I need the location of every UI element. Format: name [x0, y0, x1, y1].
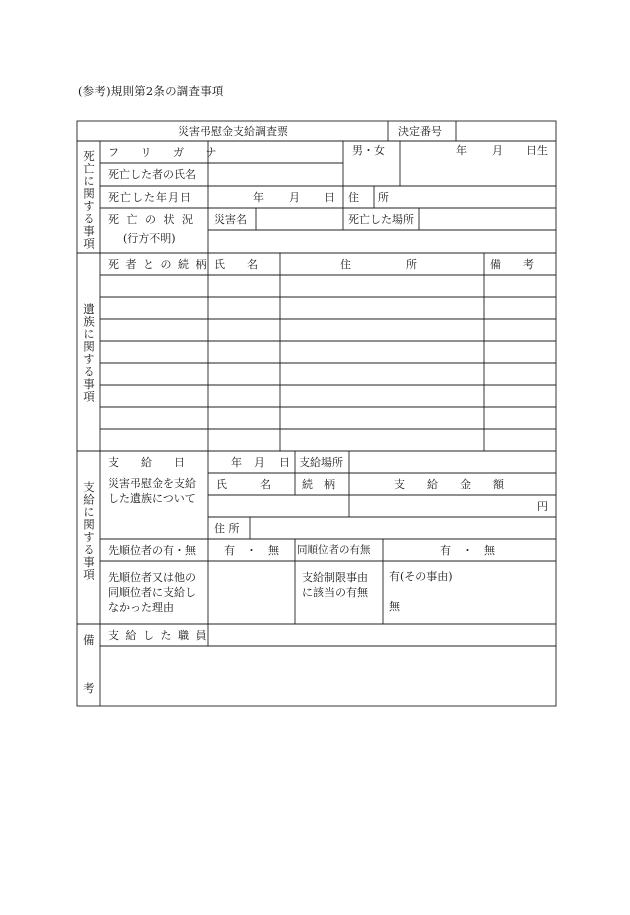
- staff-field[interactable]: [209, 625, 555, 645]
- death-place-field[interactable]: [420, 209, 555, 229]
- death-year-unit: 年: [253, 191, 264, 204]
- death-place-label: 死亡した場所: [348, 213, 414, 226]
- recipient-label: 災害弔慰金を支給した遺族について: [108, 477, 196, 505]
- payment-place-label: 支給場所: [299, 456, 343, 469]
- death-address-field[interactable]: [401, 187, 555, 207]
- amount-field[interactable]: [350, 496, 555, 516]
- same-rank-choice[interactable]: 有 ・ 無: [440, 544, 495, 557]
- birth-day-unit: 日生: [526, 144, 548, 157]
- same-rank-label: 同順位者の有無: [297, 544, 371, 556]
- yen-unit: 円: [537, 500, 548, 513]
- pay-year-unit: 年: [231, 456, 242, 469]
- non-payment-reason-label: 先順位者又は他の同順位者に支給しなかった理由: [108, 571, 196, 614]
- form-title: 災害弔慰金支給調査票: [178, 125, 288, 138]
- decision-number-field[interactable]: [457, 122, 555, 140]
- family-header-relation: 死 者 と の 続 柄: [108, 258, 208, 271]
- recipient-address-label: 住 所: [214, 522, 240, 535]
- recipient-relation-label: 続 柄: [302, 478, 335, 491]
- payment-section-label: 支給に関する事項: [82, 481, 96, 581]
- birth-year-unit: 年: [456, 144, 467, 157]
- recipient-address-field[interactable]: [251, 518, 555, 538]
- death-day-unit: 日: [324, 191, 335, 204]
- family-header-remarks: 備 考: [490, 258, 534, 271]
- recipient-name-label: 氏 名: [216, 478, 271, 491]
- restriction-no[interactable]: 無: [389, 600, 400, 613]
- death-circumstance-label: 死 亡 の 状 況: [108, 213, 195, 226]
- family-header-name: 氏 名: [214, 258, 258, 271]
- prior-recipient-label: 先順位者の有・無: [108, 544, 196, 557]
- non-payment-reason-field[interactable]: [209, 562, 294, 623]
- page-heading: (参考)規則第2条の調査事項: [78, 84, 224, 98]
- remarks-section-label-top: 備: [83, 633, 95, 647]
- deceased-name-label: 死亡した者の氏名: [108, 168, 196, 181]
- deceased-name-field[interactable]: [209, 164, 342, 185]
- furigana-field[interactable]: [209, 142, 342, 162]
- missing-label: (行方不明): [123, 232, 176, 245]
- amount-label: 支 給 金 額: [394, 478, 504, 491]
- recipient-name-field[interactable]: [209, 496, 348, 516]
- family-section-label: 遺族に関する事項: [82, 303, 96, 403]
- disaster-name-label: 災害名: [214, 213, 247, 226]
- family-header-address: 住 所: [340, 258, 417, 271]
- prior-recipient-choice[interactable]: 有 ・ 無: [224, 544, 279, 557]
- death-section-label: 死亡に関する事項: [82, 150, 96, 250]
- death-month-unit: 月: [289, 191, 300, 204]
- death-date-label: 死亡した年月日: [108, 191, 192, 204]
- pay-month-unit: 月: [254, 456, 265, 469]
- birth-month-unit: 月: [492, 144, 503, 157]
- staff-label: 支 給 し た 職 員: [108, 629, 208, 642]
- restriction-yes-reason[interactable]: 有(その事由): [389, 570, 453, 583]
- payment-place-field[interactable]: [350, 452, 555, 472]
- remarks-section-label-bottom: 考: [83, 681, 95, 695]
- death-address-label: 住 所: [348, 191, 393, 204]
- pay-day-unit: 日: [279, 456, 290, 469]
- remarks-field[interactable]: [101, 647, 555, 705]
- decision-number-label: 決定番号: [398, 125, 442, 138]
- sex-selector[interactable]: 男・女: [352, 144, 385, 157]
- furigana-label: フ リ ガ ナ: [108, 146, 226, 159]
- payment-date-label: 支 給 日: [108, 456, 185, 469]
- disaster-name-field[interactable]: [257, 209, 342, 229]
- restriction-label: 支給制限事由に該当の有無: [302, 571, 368, 599]
